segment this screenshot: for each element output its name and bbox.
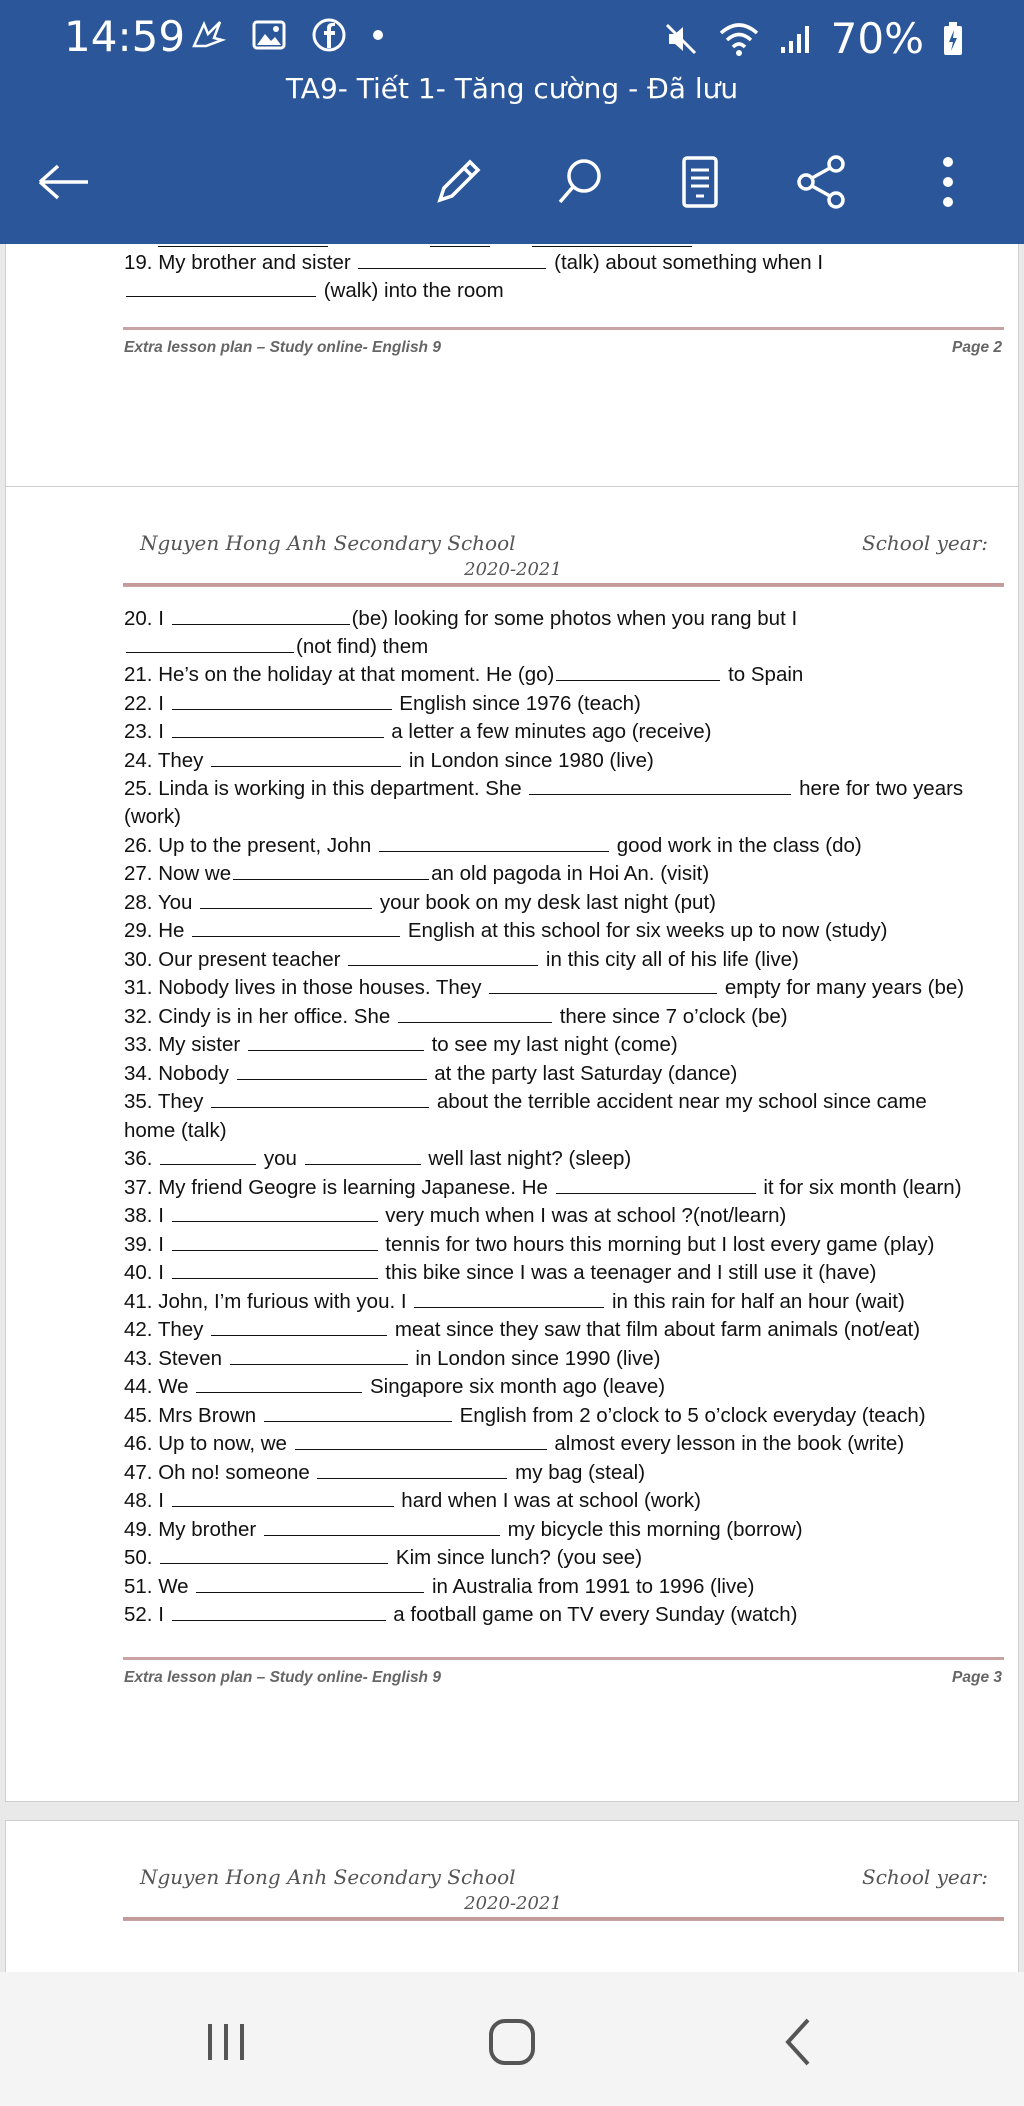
exercise-item-48: 48. I hard when I was at school (work) [124,1489,701,1512]
header-school-name: Nguyen Hong Anh Secondary School [140,1865,516,1889]
exercise-item-39: 39. I tennis for two hours this morning but I lost every game (play) [124,1233,935,1256]
document-title: TA9- Tiết 1- Tăng cường - Đã lưu [285,72,739,105]
exercise-item-22: 22. I English since 1976 (teach) [124,692,641,715]
exercise-item-23: 23. I a letter a few minutes ago (receive) [124,720,712,743]
header-school-year-label: School year: [862,531,988,555]
exercise-item-43: 43. Steven in London since 1990 (live) [124,1347,661,1370]
home-icon [486,2016,538,2068]
wifi-icon [717,21,761,57]
status-time: 14:59 [64,12,186,61]
dot-icon [372,29,384,41]
exercise-item-40: 40. I this bike since I was a teenager and I still use it (have) [124,1261,877,1284]
notification-icons [190,18,384,52]
exercise-item-38: 38. I very much when I was at school ?(not/learn) [124,1204,787,1227]
back-nav-button[interactable] [758,2002,838,2082]
exercise-item-21: 21. He’s on the holiday at that moment. He (go) to Spain [124,663,804,686]
exercise-item-36: 36. you well last night? (sleep) [124,1147,632,1170]
exercise-item-51: 51. We in Australia from 1991 to 1996 (live) [124,1575,755,1598]
back-button[interactable] [28,146,100,218]
header-school-years: 2020-2021 [464,1893,562,1914]
header-school-years: 2020-2021 [464,559,562,580]
system-icons [663,14,964,63]
exercise-item-26: 26. Up to the present, John good work in the class (do) [124,834,862,857]
exercise-item-30: 30. Our present teacher in this city all of his life (live) [124,948,799,971]
footer-text: Extra lesson plan – Study online- English 9 [124,339,441,356]
mute-icon [663,21,699,57]
header-rule [123,1917,1004,1921]
page-number: Page 3 [952,1669,1002,1686]
exercise-item-46: 46. Up to now, we almost every lesson in the book (write) [124,1432,905,1455]
exercise-item-20: 20. I (be) looking for some photos when you rang but I [124,607,798,630]
header-school-name: Nguyen Hong Anh Secondary School [140,531,516,555]
exercise-item-52: 52. I a football game on TV every Sunday (watch) [124,1603,798,1626]
recent-apps-icon [202,2018,250,2066]
app-top-bar [0,0,1024,244]
share-button[interactable] [786,146,858,218]
exercise-item-19: 19. My brother and sister (talk) about something when I [124,251,824,274]
status-bar [0,0,1024,70]
exercise-item-25-cont: (work) [124,805,181,828]
exercise-item-27: 27. Now we an old pagoda in Hoi An. (visit) [124,862,710,885]
header-rule [123,583,1004,587]
home-button[interactable] [472,2002,552,2082]
edit-pencil-icon [430,154,486,210]
more-options-button[interactable] [912,146,984,218]
edit-button[interactable] [422,146,494,218]
battery-level: 70% [830,14,924,63]
document-page-4 [5,1820,1019,1972]
exercise-item-34: 34. Nobody at the party last Saturday (dance) [124,1062,738,1085]
footer-text: Extra lesson plan – Study online- English 9 [124,1669,441,1686]
exercise-item-47: 47. Oh no! someone my bag (steal) [124,1461,646,1484]
page-number: Page 2 [952,339,1002,356]
exercise-item-31: 31. Nobody lives in those houses. They empty for many years (be) [124,976,965,999]
back-icon [778,2016,818,2068]
exercise-item-45: 45. Mrs Brown English from 2 o’clock to 5 o’clock everyday (teach) [124,1404,926,1427]
system-navigation-bar [0,1972,1024,2106]
document-view[interactable] [0,244,1024,1972]
share-icon [794,154,850,210]
image-icon [252,20,286,50]
exercise-item-25: 25. Linda is working in this department. She here for two years [124,777,964,800]
signal-icon [779,23,813,55]
exercise-item-37: 37. My friend Geogre is learning Japanese. He it for six month (learn) [124,1176,962,1199]
exercise-item-44: 44. We Singapore six month ago (leave) [124,1375,666,1398]
exercise-item-41: 41. John, I’m furious with you. I in this rain for half an hour (wait) [124,1290,905,1313]
back-arrow-icon [36,162,92,202]
battery-icon [942,21,964,57]
exercise-item-28: 28. You your book on my desk last night (put) [124,891,716,914]
document-page-3 [5,486,1019,1802]
document-toolbar [0,140,1024,220]
facebook-icon [312,18,346,52]
footer-rule [123,1657,1004,1660]
bird-icon [190,18,226,52]
exercise-item-20-cont: (not find) them [124,635,998,659]
exercise-item-50: 50. Kim since lunch? (you see) [124,1546,643,1569]
search-button[interactable] [544,146,616,218]
exercise-item-35: 35. They about the terrible accident near my school since came [124,1090,927,1113]
exercise-item-29: 29. He English at this school for six weeks up to now (study) [124,919,888,942]
header-school-year-label: School year: [862,1865,988,1889]
exercise-item-42: 42. They meat since they saw that film about farm animals (not/eat) [124,1318,921,1341]
search-icon [552,154,608,210]
exercise-item-35-cont: home (talk) [124,1119,227,1142]
exercise-item-49: 49. My brother my bicycle this morning (borrow) [124,1518,803,1541]
exercise-item-32: 32. Cindy is in her office. She there since 7 o’clock (be) [124,1005,788,1028]
footer-rule [123,327,1004,330]
reading-view-button[interactable] [664,146,736,218]
exercise-item-33: 33. My sister to see my last night (come) [124,1033,678,1056]
exercise-item-19-cont: (walk) into the room [124,279,998,303]
recent-apps-button[interactable] [186,2002,266,2082]
exercise-item-24: 24. They in London since 1980 (live) [124,749,654,772]
more-options-icon [938,154,958,210]
reading-view-icon [678,154,722,210]
